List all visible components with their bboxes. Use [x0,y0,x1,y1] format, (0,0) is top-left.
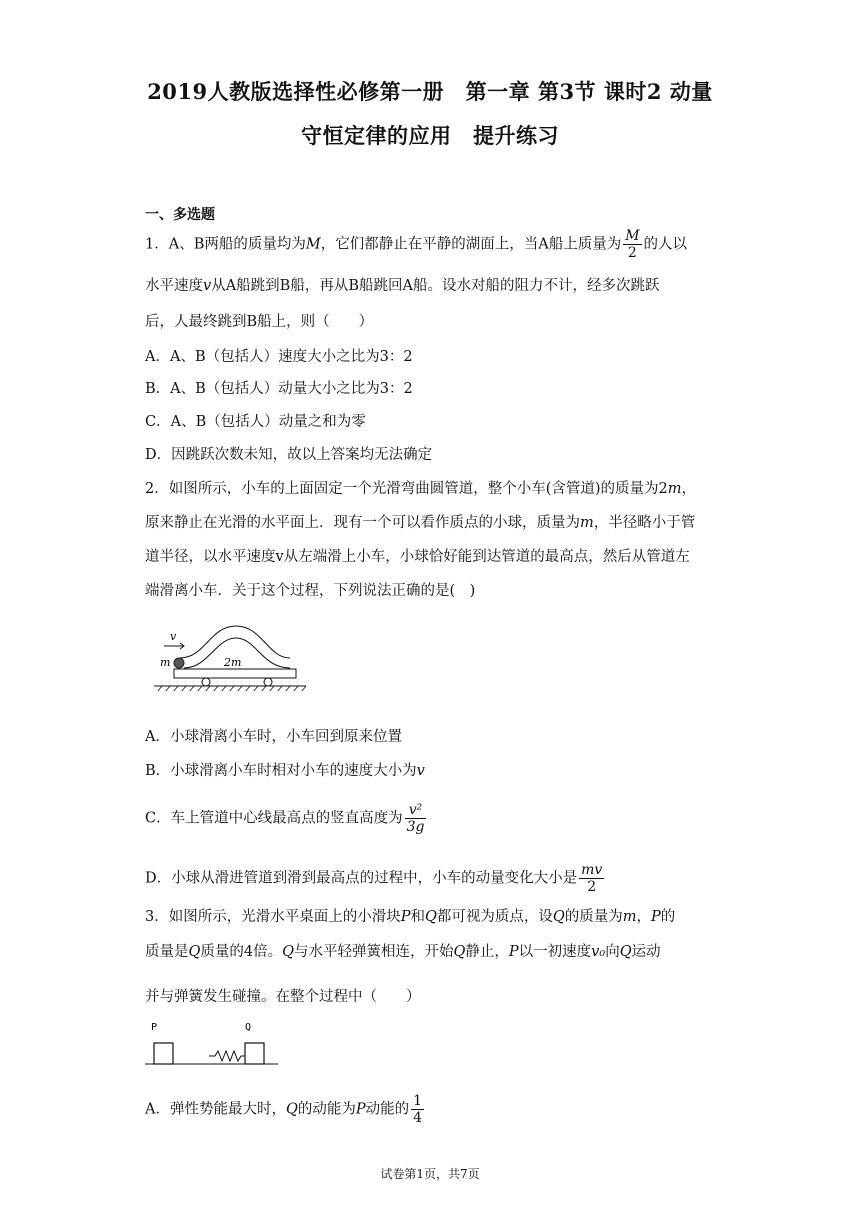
q2-fraction-c [405,802,427,835]
q2-option-c [145,802,428,835]
q1-line3: 后，人最终跳到B船上，则（ ） [145,314,374,330]
label-m: m [160,656,171,669]
q3-text: 和 [410,909,425,925]
q3-var: Q [188,944,201,960]
q2-line2 [145,511,695,532]
q1-var-v: v [203,278,212,294]
q3-text: A．弹性势能最大时， [145,1101,286,1118]
q3-text: 静止， [465,944,509,960]
fraction-numerator: v² [405,802,427,819]
q3-option-a [145,1093,426,1126]
q2-var-v: v [416,763,425,779]
q3-fraction-a [411,1093,424,1126]
fraction-numerator: M [625,228,640,244]
q3-text: 运动 [631,944,661,960]
q2-line3: 道半径，以水平速度v从左端滑上小车，小球恰好能到达管道的最高点，然后从管道左 [145,549,690,565]
q3-text: 向 [605,944,620,960]
label-2m: 2m [224,656,242,669]
q3-text: 质量是 [145,944,189,960]
q1-option-a: A．A、B（包括人）速度大小之比为3：2 [145,349,413,365]
label-Q: Q [245,1022,252,1033]
q1-fraction [623,228,641,261]
q3-text: 的质量为 [564,909,623,925]
q2-option-a: A．小球滑离小车时，小车回到原来位置 [145,729,402,745]
fraction-denominator: 2 [587,879,597,895]
block-Q [245,1043,264,1064]
q3-line1 [145,905,675,926]
cart-body [174,669,296,678]
q3-var: v₀ [591,944,606,960]
q3-var: Q [619,944,632,960]
q1-text: 1．A、B两船的质量均为 [145,236,306,253]
q1-text: 从A船跳到B船，再从B船跳回A船。设水对船的阻力不计，经多次跳跃 [211,278,660,294]
spring-blocks-figure [145,1018,280,1070]
tube-outer [180,626,290,658]
q3-text: 质量的4倍。 [200,944,283,960]
ground-hatching [158,686,306,691]
q2-line4: 端滑离小车．关于这个过程，下列说法正确的是( ) [145,583,476,599]
q2-text: D．小球从滑进管道到滑到最高点的过程中，小车的动量变化大小是 [145,870,578,887]
q3-var: P [355,1101,366,1118]
q2-option-b [145,759,425,780]
q2-var-m: m [580,515,594,531]
fraction-denominator: 3g [406,819,425,835]
q2-text: C．车上管道中心线最高点的竖直高度为 [145,810,403,827]
q2-option-d [145,862,606,895]
q3-var: P [508,944,519,960]
q3-text: 与水平轻弹簧相连，开始 [294,944,454,960]
q3-var: P [400,909,411,925]
label-v: v [170,630,177,643]
q1-text: ，它们都静止在平静的湖面上，当A船上质量为 [320,236,622,253]
q3-var: Q [453,944,466,960]
q1-option-c: C．A、B（包括人）动量之和为零 [145,414,366,430]
q3-var: Q [552,909,565,925]
q1-text: 水平速度 [145,278,203,294]
q1-option-b: B．A、B（包括人）动量大小之比为3：2 [145,381,413,397]
q3-text: 动能的 [365,1101,410,1118]
q3-text: 的动能为 [297,1101,356,1118]
q2-text: ， [681,481,697,497]
cart-wheel-right [264,678,272,686]
q1-option-d: D．因跳跃次数未知，故以上答案均无法确定 [145,447,433,463]
cart-wheel-left [202,678,210,686]
page-title-line2: 守恒定律的应用 提升练习 [301,123,559,148]
q1-var-M: M [305,236,321,253]
q1-line2 [145,274,659,295]
page-title-line1: 2019人教版选择性必修第一册 第一章 第3节 课时2 动量 [147,79,713,104]
q3-text: 3．如图所示，光滑水平桌面上的小滑块 [145,909,401,925]
q3-var: Q [285,1101,298,1118]
q3-text: ， [636,909,652,925]
q2-text: 原来静止在光滑的水平面上．现有一个可以看作质点的小球，质量为 [145,515,580,531]
q3-text: 的 [660,909,676,925]
q3-line2 [145,940,661,961]
cart-tube-figure [150,620,310,692]
label-P: P [151,1022,158,1033]
q3-var: P [651,909,661,925]
q3-line3: 并与弹簧发生碰撞。在整个过程中（ ） [145,989,421,1005]
q2-text: ，半径略小于管 [593,515,696,531]
q3-var: Q [425,909,437,925]
q2-fraction-d [579,862,604,895]
page-footer: 试卷第1页，共7页 [380,1167,480,1181]
fraction-denominator: 4 [413,1110,423,1126]
q2-var-m: m [667,481,682,497]
fraction-numerator: 1 [413,1093,423,1109]
q3-text: 以一初速度 [518,944,592,960]
ball [174,658,184,668]
q2-text: 2．如图所示，小车的上面固定一个光滑弯曲圆管道，整个小车(含管道)的质量为2 [145,481,668,497]
fraction-numerator: mv [581,862,603,878]
spring [209,1051,245,1061]
fraction-denominator: 2 [627,245,637,261]
q2-text: B．小球滑离小车时相对小车的速度大小为 [145,763,417,779]
block-P [154,1043,173,1064]
q3-var: Q [282,944,295,960]
q1-line1 [145,228,687,261]
q1-text: 的人以 [643,236,688,253]
q3-var: m [622,909,637,925]
q3-text: 都可视为质点，设 [436,909,553,925]
section-heading: 一、多选题 [145,207,215,223]
q2-line1 [145,477,696,498]
